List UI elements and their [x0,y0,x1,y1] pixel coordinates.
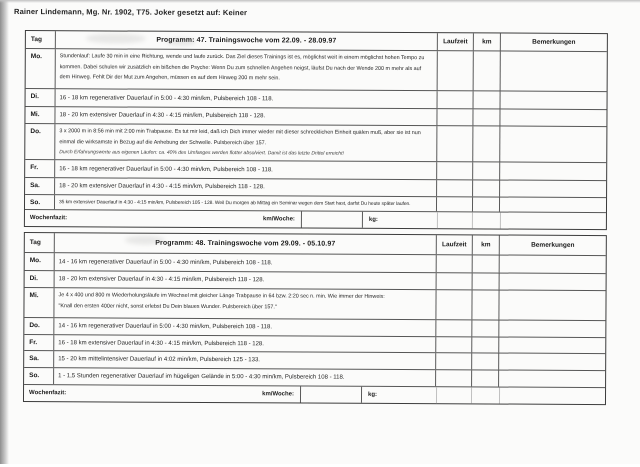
km-cell [473,197,500,211]
column-header-bemerkungen: Bemerkungen [531,241,575,249]
km-cell [474,91,501,108]
day-label: So. [25,195,55,209]
training-table-week-48 [23,232,607,405]
column-header-laufzeit: Laufzeit [437,235,473,254]
kg-cell [363,212,606,229]
km-cell [473,162,500,179]
bemerkungen-cell [500,110,606,127]
scan-top-shadow [0,0,640,3]
day-label: So. [24,368,54,384]
laufzeit-cell [438,51,474,90]
bemerkungen-cell [499,291,605,321]
program-cell [55,271,437,289]
scan-smudge [125,236,165,245]
bemerkungen-cell [499,321,605,338]
table-row-wednesday [24,288,605,321]
km-woche-label: km/Woche: [263,216,295,223]
column-header-bemerkungen: Bemerkungen [532,38,576,46]
km-cell [473,255,500,272]
km-woche-label: km/Woche: [262,391,295,398]
program-text: 16 - 18 km regenerativer Dauerlauf in 5:00 - 4:30 min/km, Pulsbereich 108 - 118. [59,165,273,173]
program-cell [55,160,437,179]
training-table-week-47 [24,30,608,230]
day-label: Fr. [25,160,55,177]
wochenfazit-cell [24,385,301,402]
km-cell [472,337,499,352]
table-footer-row [24,385,605,404]
program-text: 16 - 18 km extensiver Dauerlauf in 4:30 - 4:15 min/km, Pulsbereich 118 - 128. [58,339,264,347]
program-text: 14 - 16 km regenerativer Dauerlauf in 5:00 - 4:30 min/km, Pulsbereich 108 - 118. [58,258,273,266]
table-row-thursday [25,124,606,163]
bemerkungen-cell [500,181,606,198]
wochenfazit-cell [25,210,302,227]
program-cell [56,89,438,108]
table-title-week-48 [55,233,437,254]
program-cell [54,351,436,369]
laufzeit-cell [437,162,473,179]
day-label: Sa. [24,351,54,367]
program-cell [55,195,437,211]
bemerkungen-cell [499,338,605,354]
laufzeit-cell [437,126,473,161]
laufzeit-cell [437,180,473,196]
table-footer-row [25,210,606,229]
program-cell [55,124,437,161]
table-title-text: Programm: 48. Trainingswoche vom 29.09. - 05.10.97 [155,239,336,248]
program-text: 1 - 1,5 Stunden regenerativer Dauerlauf im hügeligen Gelände in 5:00 - 4:30 min/km, Pulsbereich 108 - 118. [58,373,345,381]
program-text: Stundenlauf: Laufe 30 min in eine Richtung, wende und laufe zurück. Das Ziel dieses Trainings ist es, möglichst weit in einem möglichst hohen Tempo zu kommen. Dabei schulen wir zusätzlich ein bißchen die Psyche: Wenn Du zum schnellen Angehen neigst, läufst Du nach der Wende 200 m mehr als auf dem Hinweg. Fehlt Dir der Mut zum Angehen, müssen es auf dem Hinweg 200 m mehr sein. [59,53,425,82]
day-label: Mi. [24,288,54,317]
bemerkungen-cell [500,256,606,274]
bemerkungen-cell [499,354,605,371]
km-cell [472,353,499,369]
scan-smudge [86,33,146,43]
day-label: Mo. [25,253,55,270]
km-cell [472,320,499,336]
column-header-km: km [473,235,500,254]
grid-line [471,387,472,403]
grid-line [436,387,437,403]
grid-line [499,388,500,404]
scan-smudge [166,38,196,46]
km-cell [473,273,500,289]
bemerkungen-cell [500,274,606,291]
day-label: Di. [25,271,55,287]
bemerkungen-cell [500,198,606,213]
laufzeit-cell [436,353,472,369]
program-text: 18 - 20 km extensiver Dauerlauf in 4:30 - 4:15 min/km, Pulsbereich 118 - 128. [59,183,265,191]
kg-label: kg: [368,216,378,223]
day-label: Mi. [25,107,55,123]
day-label: Mo. [26,49,56,88]
table-title-text: Programm: 47. Trainingswoche vom 22.09. - 28.09.97 [156,36,337,45]
day-label: Do. [25,124,55,159]
grid-line [500,213,501,229]
program-cell [54,335,436,352]
laufzeit-cell [438,91,474,108]
program-cell [54,288,436,319]
program-cell [56,49,438,90]
program-text: 18 - 20 km extensiver Dauerlauf in 4:30 - 4:15 min/km, Pulsbereich 118 - 128. [58,276,265,284]
km-cell [474,51,501,90]
km-cell [473,109,500,125]
program-cell [55,178,437,196]
day-label: Sa. [25,178,55,194]
bemerkungen-cell [500,163,606,181]
day-label: Fr. [24,335,54,350]
program-cell [55,107,437,125]
laufzeit-cell [436,320,472,336]
table-title-week-47 [56,31,438,50]
program-text: 18 - 20 km extensiver Dauerlauf in 4:30 - 4:15 min/km, Pulsbereich 118 - 128. [59,112,266,120]
laufzeit-cell [437,109,473,125]
bemerkungen-cell [499,371,605,388]
bemerkungen-cell [501,92,607,110]
program-text: Je 4 x 400 und 800 m Wiederholungsläufe im Wechsel mit gleicher Länge Trabpause in 64 bzw. 2:20 sec n. min. Wie immer der Hinweis: [58,292,385,300]
bemerkungen-cell [500,127,606,163]
column-header-km: km [474,33,501,50]
program-text: 16 - 18 km regenerativer Dauerlauf in 5:00 - 4:30 min/km, Pulsbereich 108 - 118. [59,94,274,102]
wochenfazit-label: Wochenfazit: [29,390,67,397]
day-label: Di. [26,89,56,106]
km-cell [472,370,499,386]
grid-line [472,212,473,228]
program-text-line2: "Knall den ersten 400er nicht, sonst erlebst Du Dein blaues Wunder. Pulsbereich über 157." [58,302,277,310]
program-text: 35 km extensiver Dauerlauf in 4:30 - 4:15 min/km, Pulsbereich 105 - 128. Weil Du morgen ab Mittag ein Seminar wegen dem Start hast, darfst Du heute später laufen. [59,199,411,207]
program-cell [54,368,436,386]
laufzeit-cell [437,273,473,289]
page-title: Rainer Lindemann, Mg. Nr. 1902, T75. Joker gesetzt auf: Keiner [13,6,248,18]
program-text: 14 - 16 km regenerativer Dauerlauf in 5:00 - 4:30 min/km, Pulsbereich 108 - 118. [58,323,273,331]
program-text: 3 x 2000 m in 8:56 min mit 2:00 min Trabpause. Es tut mir leid, daß ich Dich immer wieder mit dieser schrecklichen Einheit quälen muß, aber sie ist nun einmal die wirksamste in Bezug auf die Anhebung der Schwelle. Pulsbereich über 157. [59,128,421,146]
km-woche-value-cell [301,386,362,402]
kg-label: kg: [368,391,378,398]
program-cell [55,253,437,272]
laufzeit-cell [436,337,472,352]
table-row-monday [26,49,607,92]
laufzeit-cell [437,255,473,272]
grid-line [437,212,438,228]
km-cell [473,180,500,196]
column-header-laufzeit: Laufzeit [438,33,474,50]
day-label: Do. [24,318,54,334]
laufzeit-cell [436,370,472,386]
wochenfazit-label: Wochenfazit: [29,215,68,222]
program-text: 15 - 20 km mittelintensiver Dauerlauf in 4:02 min/km, Pulsbereich 125 - 133. [58,356,260,364]
bemerkungen-cell [501,52,607,92]
km-woche-value-cell [302,211,363,227]
scan-edge-shadow [0,0,9,464]
km-cell [473,126,500,161]
kg-cell [362,387,605,404]
column-header-tag: Tag [25,233,55,252]
laufzeit-cell [437,197,473,211]
km-cell [472,290,499,319]
program-note: Durch Erfahrungswerte aus eigenen Läufen: ca. 40% des Umfanges werden flotter absolviert. Damit ist das letzte Drittel erreicht! [59,149,344,157]
laufzeit-cell [436,290,472,319]
column-header-tag: Tag [26,31,56,48]
program-cell [54,318,436,336]
